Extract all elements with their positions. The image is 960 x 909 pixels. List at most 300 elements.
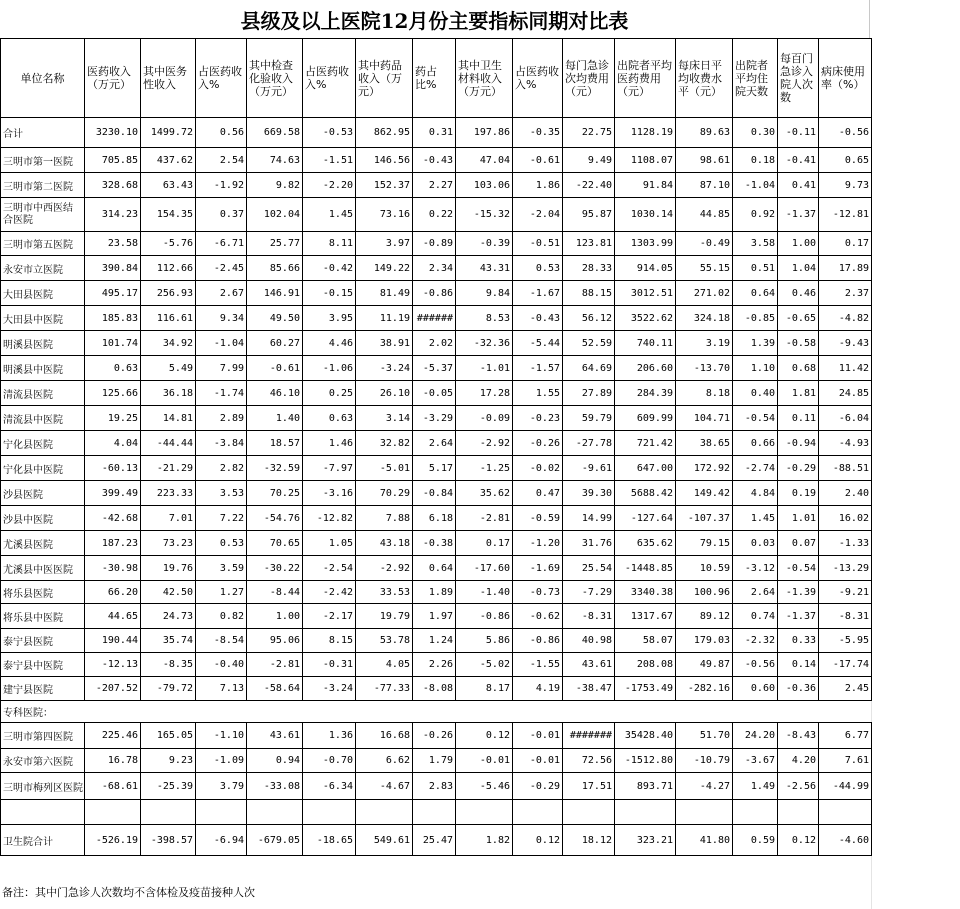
table-cell: 206.60 bbox=[615, 356, 676, 381]
table-cell: 24.73 bbox=[141, 604, 196, 629]
table-cell: -9.21 bbox=[819, 581, 872, 604]
table-cell: -10.79 bbox=[676, 749, 733, 773]
table-cell: 0.63 bbox=[85, 356, 141, 381]
table-cell: 1.79 bbox=[413, 749, 456, 773]
table-cell: 1128.19 bbox=[615, 118, 676, 148]
table-cell: 1.81 bbox=[778, 381, 819, 406]
row-unit-name: 三明市第二医院 bbox=[1, 173, 85, 198]
table-cell: 0.03 bbox=[733, 531, 778, 556]
table-row bbox=[1, 653, 872, 677]
table-cell: -1.51 bbox=[303, 148, 356, 173]
table-row bbox=[1, 723, 872, 749]
table-cell: -679.05 bbox=[247, 825, 303, 856]
table-cell: -33.08 bbox=[247, 773, 303, 800]
table-cell: 1108.07 bbox=[615, 148, 676, 173]
table-cell: -17.74 bbox=[819, 653, 872, 677]
table-cell: -2.81 bbox=[456, 506, 513, 531]
column-header: 出院者平均住院天数 bbox=[733, 39, 778, 118]
table-row bbox=[1, 825, 872, 856]
table-cell: 495.17 bbox=[85, 281, 141, 306]
table-cell: -0.05 bbox=[413, 381, 456, 406]
table-cell: 11.42 bbox=[819, 356, 872, 381]
table-cell: 0.64 bbox=[413, 556, 456, 581]
table-cell: 2.67 bbox=[196, 281, 247, 306]
table-cell: -0.89 bbox=[413, 232, 456, 256]
table-cell: -0.41 bbox=[778, 148, 819, 173]
table-cell: 1.01 bbox=[778, 506, 819, 531]
table-cell: 5.86 bbox=[456, 629, 513, 653]
table-cell: -0.39 bbox=[456, 232, 513, 256]
row-unit-name: 明溪县医院 bbox=[1, 331, 85, 356]
table-cell: 38.65 bbox=[676, 431, 733, 456]
table-cell: 19.79 bbox=[356, 604, 413, 629]
table-body bbox=[1, 118, 872, 856]
table-cell: 38.91 bbox=[356, 331, 413, 356]
table-cell: -1.25 bbox=[456, 456, 513, 481]
table-cell: 0.40 bbox=[733, 381, 778, 406]
table-cell: -0.85 bbox=[733, 306, 778, 331]
table-row bbox=[1, 356, 872, 381]
row-unit-name: 三明市中西医结合医院 bbox=[1, 198, 85, 232]
table-cell: 0.53 bbox=[513, 256, 563, 281]
table-cell: -0.94 bbox=[778, 431, 819, 456]
table-cell: -2.81 bbox=[247, 653, 303, 677]
table-cell: -8.08 bbox=[413, 677, 456, 701]
row-unit-name: 清流县医院 bbox=[1, 381, 85, 406]
table-cell: -2.92 bbox=[456, 431, 513, 456]
table-cell: -0.01 bbox=[513, 749, 563, 773]
table-cell: -0.54 bbox=[778, 556, 819, 581]
row-unit-name: 大田县医院 bbox=[1, 281, 85, 306]
table-cell: 95.87 bbox=[563, 198, 615, 232]
table-cell: 9.49 bbox=[563, 148, 615, 173]
table-cell: -1.57 bbox=[513, 356, 563, 381]
table-cell: 87.10 bbox=[676, 173, 733, 198]
table-cell: 284.39 bbox=[615, 381, 676, 406]
table-cell: 39.30 bbox=[563, 481, 615, 506]
table-cell: 0.30 bbox=[733, 118, 778, 148]
table-cell: 1.05 bbox=[303, 531, 356, 556]
table-cell: -1448.85 bbox=[615, 556, 676, 581]
table-cell: 2.45 bbox=[819, 677, 872, 701]
table-cell: 208.08 bbox=[615, 653, 676, 677]
row-unit-name: 尤溪县医院 bbox=[1, 531, 85, 556]
table-cell: -0.86 bbox=[456, 604, 513, 629]
table-cell: -21.29 bbox=[141, 456, 196, 481]
table-cell: 49.87 bbox=[676, 653, 733, 677]
table-cell: -30.98 bbox=[85, 556, 141, 581]
table-cell: 1.39 bbox=[733, 331, 778, 356]
table-cell: -1.33 bbox=[819, 531, 872, 556]
table-cell: 0.53 bbox=[196, 531, 247, 556]
table-cell: 0.92 bbox=[733, 198, 778, 232]
column-header-unit: 单位名称 bbox=[1, 39, 85, 118]
table-cell: 17.28 bbox=[456, 381, 513, 406]
table-cell: 165.05 bbox=[141, 723, 196, 749]
table-cell: 59.79 bbox=[563, 406, 615, 431]
table-cell: -0.61 bbox=[247, 356, 303, 381]
table-cell: 116.61 bbox=[141, 306, 196, 331]
table-cell: -0.11 bbox=[778, 118, 819, 148]
table-cell: 1.24 bbox=[413, 629, 456, 653]
table-row bbox=[1, 198, 872, 232]
table-cell: 104.71 bbox=[676, 406, 733, 431]
empty-cell bbox=[615, 800, 676, 825]
table-cell: 3.19 bbox=[676, 331, 733, 356]
table-cell: 2.27 bbox=[413, 173, 456, 198]
table-cell: -127.64 bbox=[615, 506, 676, 531]
table-cell: 635.62 bbox=[615, 531, 676, 556]
table-cell: 95.06 bbox=[247, 629, 303, 653]
table-cell: 1.46 bbox=[303, 431, 356, 456]
table-cell: 179.03 bbox=[676, 629, 733, 653]
table-cell: -60.13 bbox=[85, 456, 141, 481]
table-cell: 88.15 bbox=[563, 281, 615, 306]
table-cell: -0.01 bbox=[456, 749, 513, 773]
row-unit-name: 明溪县中医院 bbox=[1, 356, 85, 381]
table-cell: -12.81 bbox=[819, 198, 872, 232]
table-cell: -0.40 bbox=[196, 653, 247, 677]
header-row bbox=[1, 39, 872, 118]
table-cell: -1.40 bbox=[456, 581, 513, 604]
table-cell: -8.54 bbox=[196, 629, 247, 653]
table-cell: 35.74 bbox=[141, 629, 196, 653]
table-cell: -1.04 bbox=[733, 173, 778, 198]
table-cell: 0.56 bbox=[196, 118, 247, 148]
table-cell: 3522.62 bbox=[615, 306, 676, 331]
table-cell: 26.10 bbox=[356, 381, 413, 406]
table-cell: 46.10 bbox=[247, 381, 303, 406]
table-cell: -1.67 bbox=[513, 281, 563, 306]
table-cell: 70.25 bbox=[247, 481, 303, 506]
empty-cell bbox=[778, 800, 819, 825]
table-cell: -0.26 bbox=[513, 431, 563, 456]
table-cell: 1.00 bbox=[778, 232, 819, 256]
table-cell: 0.46 bbox=[778, 281, 819, 306]
table-cell: -0.29 bbox=[778, 456, 819, 481]
table-cell: 35428.40 bbox=[615, 723, 676, 749]
table-cell: -0.59 bbox=[513, 506, 563, 531]
table-cell: 89.12 bbox=[676, 604, 733, 629]
table-row bbox=[1, 118, 872, 148]
column-header: 占医药收入% bbox=[196, 39, 247, 118]
table-cell: 0.31 bbox=[413, 118, 456, 148]
table-cell: 24.85 bbox=[819, 381, 872, 406]
row-unit-name: 将乐县医院 bbox=[1, 581, 85, 604]
table-cell: 8.15 bbox=[303, 629, 356, 653]
table-cell: 893.71 bbox=[615, 773, 676, 800]
table-cell: 55.15 bbox=[676, 256, 733, 281]
table-cell: 23.58 bbox=[85, 232, 141, 256]
table-cell: 42.50 bbox=[141, 581, 196, 604]
table-cell: -0.01 bbox=[513, 723, 563, 749]
table-cell: 185.83 bbox=[85, 306, 141, 331]
table-cell: 197.86 bbox=[456, 118, 513, 148]
table-cell: 0.59 bbox=[733, 825, 778, 856]
table-cell: -5.76 bbox=[141, 232, 196, 256]
table-cell: 73.16 bbox=[356, 198, 413, 232]
table-cell: -6.04 bbox=[819, 406, 872, 431]
table-cell: 100.96 bbox=[676, 581, 733, 604]
row-unit-name: 沙县医院 bbox=[1, 481, 85, 506]
table-cell: 44.85 bbox=[676, 198, 733, 232]
table-cell: 225.46 bbox=[85, 723, 141, 749]
table-cell: -0.43 bbox=[513, 306, 563, 331]
table-cell: 1.27 bbox=[196, 581, 247, 604]
table-cell: -0.56 bbox=[819, 118, 872, 148]
table-cell: 89.63 bbox=[676, 118, 733, 148]
table-cell: -1.01 bbox=[456, 356, 513, 381]
table-cell: 41.80 bbox=[676, 825, 733, 856]
table-cell: 7.99 bbox=[196, 356, 247, 381]
table-cell: 399.49 bbox=[85, 481, 141, 506]
table-cell: -7.97 bbox=[303, 456, 356, 481]
table-cell: 2.82 bbox=[196, 456, 247, 481]
table-cell: 85.66 bbox=[247, 256, 303, 281]
table-cell: 79.15 bbox=[676, 531, 733, 556]
empty-cell bbox=[563, 800, 615, 825]
table-cell: 0.68 bbox=[778, 356, 819, 381]
table-cell: 223.33 bbox=[141, 481, 196, 506]
table-cell: 1.86 bbox=[513, 173, 563, 198]
table-cell: -0.56 bbox=[733, 653, 778, 677]
table-cell: -107.37 bbox=[676, 506, 733, 531]
table-cell: 7.01 bbox=[141, 506, 196, 531]
table-cell: 0.12 bbox=[456, 723, 513, 749]
table-cell: 91.84 bbox=[615, 173, 676, 198]
table-cell: 19.25 bbox=[85, 406, 141, 431]
table-cell: -3.12 bbox=[733, 556, 778, 581]
table-cell: -0.73 bbox=[513, 581, 563, 604]
table-cell: 4.20 bbox=[778, 749, 819, 773]
table-cell: -5.01 bbox=[356, 456, 413, 481]
table-cell: 9.82 bbox=[247, 173, 303, 198]
table-cell: 33.53 bbox=[356, 581, 413, 604]
table-cell: 7.22 bbox=[196, 506, 247, 531]
table-cell: 0.22 bbox=[413, 198, 456, 232]
table-cell: 3.95 bbox=[303, 306, 356, 331]
column-header: 占医药收入% bbox=[303, 39, 356, 118]
table-cell: -3.29 bbox=[413, 406, 456, 431]
table-cell: 17.89 bbox=[819, 256, 872, 281]
table-cell: 149.22 bbox=[356, 256, 413, 281]
table-cell: 101.74 bbox=[85, 331, 141, 356]
column-header: 药占比% bbox=[413, 39, 456, 118]
table-cell: 2.37 bbox=[819, 281, 872, 306]
table-cell: -0.70 bbox=[303, 749, 356, 773]
table-cell: 24.20 bbox=[733, 723, 778, 749]
table-cell: 28.33 bbox=[563, 256, 615, 281]
table-cell: -44.44 bbox=[141, 431, 196, 456]
table-cell: 1.49 bbox=[733, 773, 778, 800]
table-cell: 1.40 bbox=[247, 406, 303, 431]
table-cell: -4.60 bbox=[819, 825, 872, 856]
table-cell: 98.61 bbox=[676, 148, 733, 173]
table-cell: -6.71 bbox=[196, 232, 247, 256]
table-cell: 112.66 bbox=[141, 256, 196, 281]
table-cell: 0.18 bbox=[733, 148, 778, 173]
table-cell: -2.54 bbox=[303, 556, 356, 581]
table-cell: 16.02 bbox=[819, 506, 872, 531]
row-unit-name: 将乐县中医院 bbox=[1, 604, 85, 629]
table-cell: 324.18 bbox=[676, 306, 733, 331]
table-cell: 43.61 bbox=[563, 653, 615, 677]
table-cell: -0.58 bbox=[778, 331, 819, 356]
table-cell: 3.79 bbox=[196, 773, 247, 800]
table-row bbox=[1, 506, 872, 531]
table-cell: -0.26 bbox=[413, 723, 456, 749]
table-cell: -5.46 bbox=[456, 773, 513, 800]
column-header: 其中检查化验收入（万元） bbox=[247, 39, 303, 118]
row-unit-name: 三明市第五医院 bbox=[1, 232, 85, 256]
table-cell: -42.68 bbox=[85, 506, 141, 531]
table-cell: -0.23 bbox=[513, 406, 563, 431]
table-cell: -1.92 bbox=[196, 173, 247, 198]
table-cell: 34.92 bbox=[141, 331, 196, 356]
row-unit-name: 清流县中医院 bbox=[1, 406, 85, 431]
row-unit-name: 泰宁县医院 bbox=[1, 629, 85, 653]
table-cell: 5.49 bbox=[141, 356, 196, 381]
table-cell: -0.49 bbox=[676, 232, 733, 256]
table-cell: -7.29 bbox=[563, 581, 615, 604]
table-cell: -1.74 bbox=[196, 381, 247, 406]
table-row bbox=[1, 456, 872, 481]
table-cell: 1.55 bbox=[513, 381, 563, 406]
table-cell: 123.81 bbox=[563, 232, 615, 256]
table-cell: 271.02 bbox=[676, 281, 733, 306]
table-cell: 103.06 bbox=[456, 173, 513, 198]
table-cell: 43.61 bbox=[247, 723, 303, 749]
table-cell: 862.95 bbox=[356, 118, 413, 148]
column-header: 每门急诊次均费用（元） bbox=[563, 39, 615, 118]
table-cell: 25.47 bbox=[413, 825, 456, 856]
table-cell: 190.44 bbox=[85, 629, 141, 653]
table-cell: 18.57 bbox=[247, 431, 303, 456]
table-cell: 70.65 bbox=[247, 531, 303, 556]
table-cell: 609.99 bbox=[615, 406, 676, 431]
table-cell: 7.13 bbox=[196, 677, 247, 701]
table-cell: 31.76 bbox=[563, 531, 615, 556]
table-cell: -79.72 bbox=[141, 677, 196, 701]
table-cell: -32.59 bbox=[247, 456, 303, 481]
table-cell: 9.23 bbox=[141, 749, 196, 773]
table-cell: 172.92 bbox=[676, 456, 733, 481]
indicator-table bbox=[0, 38, 872, 856]
table-cell: -1.69 bbox=[513, 556, 563, 581]
table-cell: 0.66 bbox=[733, 431, 778, 456]
table-cell: 4.19 bbox=[513, 677, 563, 701]
table-cell: -27.78 bbox=[563, 431, 615, 456]
table-cell: 25.54 bbox=[563, 556, 615, 581]
table-cell: 2.83 bbox=[413, 773, 456, 800]
table-cell: 437.62 bbox=[141, 148, 196, 173]
table-title: 县级及以上医院12月份主要指标同期对比表 bbox=[0, 0, 870, 38]
table-cell: 1499.72 bbox=[141, 118, 196, 148]
table-cell: 1.45 bbox=[303, 198, 356, 232]
table-cell: -1.09 bbox=[196, 749, 247, 773]
column-header: 其中卫生材料收入（万元） bbox=[456, 39, 513, 118]
table-cell: 146.91 bbox=[247, 281, 303, 306]
table-cell: -0.02 bbox=[513, 456, 563, 481]
table-cell: 721.42 bbox=[615, 431, 676, 456]
column-header: 其中药品收入（万元） bbox=[356, 39, 413, 118]
empty-cell bbox=[356, 800, 413, 825]
table-cell: -0.54 bbox=[733, 406, 778, 431]
table-cell: 3.59 bbox=[196, 556, 247, 581]
table-cell: 8.17 bbox=[456, 677, 513, 701]
table-cell: 149.42 bbox=[676, 481, 733, 506]
empty-cell bbox=[303, 800, 356, 825]
table-cell: -3.24 bbox=[356, 356, 413, 381]
table-cell: 9.34 bbox=[196, 306, 247, 331]
table-cell: -2.74 bbox=[733, 456, 778, 481]
empty-cell bbox=[513, 800, 563, 825]
row-unit-name: 大田县中医院 bbox=[1, 306, 85, 331]
table-cell: 1.45 bbox=[733, 506, 778, 531]
table-cell: 152.37 bbox=[356, 173, 413, 198]
table-cell: 17.51 bbox=[563, 773, 615, 800]
table-cell: -0.42 bbox=[303, 256, 356, 281]
table-cell: 390.84 bbox=[85, 256, 141, 281]
table-cell: -1.20 bbox=[513, 531, 563, 556]
table-cell: -0.51 bbox=[513, 232, 563, 256]
table-row bbox=[1, 556, 872, 581]
table-cell: 187.23 bbox=[85, 531, 141, 556]
table-cell: 2.64 bbox=[733, 581, 778, 604]
table-cell: 5688.42 bbox=[615, 481, 676, 506]
table-cell: 102.04 bbox=[247, 198, 303, 232]
table-cell: 0.64 bbox=[733, 281, 778, 306]
table-cell: -5.37 bbox=[413, 356, 456, 381]
row-unit-name: 三明市梅列区医院 bbox=[1, 773, 85, 800]
table-cell: 0.12 bbox=[778, 825, 819, 856]
table-cell: 1030.14 bbox=[615, 198, 676, 232]
table-cell: -1.37 bbox=[778, 198, 819, 232]
table-cell: -1.55 bbox=[513, 653, 563, 677]
table-cell: -4.93 bbox=[819, 431, 872, 456]
table-cell: -17.60 bbox=[456, 556, 513, 581]
table-row bbox=[1, 481, 872, 506]
table-cell: 0.51 bbox=[733, 256, 778, 281]
table-cell: -0.65 bbox=[778, 306, 819, 331]
table-cell: 51.70 bbox=[676, 723, 733, 749]
table-cell: 323.21 bbox=[615, 825, 676, 856]
table-cell: -2.32 bbox=[733, 629, 778, 653]
table-cell: 0.60 bbox=[733, 677, 778, 701]
table-cell: -3.84 bbox=[196, 431, 247, 456]
table-cell: -54.76 bbox=[247, 506, 303, 531]
table-cell: 25.77 bbox=[247, 232, 303, 256]
table-cell: 647.00 bbox=[615, 456, 676, 481]
table-row bbox=[1, 256, 872, 281]
table-cell: 705.85 bbox=[85, 148, 141, 173]
table-cell: -4.67 bbox=[356, 773, 413, 800]
table-row bbox=[1, 531, 872, 556]
table-cell: 40.98 bbox=[563, 629, 615, 653]
table-cell: -44.99 bbox=[819, 773, 872, 800]
table-cell: 1303.99 bbox=[615, 232, 676, 256]
row-unit-name: 泰宁县中医院 bbox=[1, 653, 85, 677]
table-cell: 1.89 bbox=[413, 581, 456, 604]
table-cell: -1512.80 bbox=[615, 749, 676, 773]
table-cell: -0.31 bbox=[303, 653, 356, 677]
table-cell: -0.86 bbox=[513, 629, 563, 653]
table-cell: -13.29 bbox=[819, 556, 872, 581]
table-cell: 146.56 bbox=[356, 148, 413, 173]
table-cell: -12.82 bbox=[303, 506, 356, 531]
empty-cell bbox=[676, 800, 733, 825]
row-unit-name: 宁化县中医院 bbox=[1, 456, 85, 481]
